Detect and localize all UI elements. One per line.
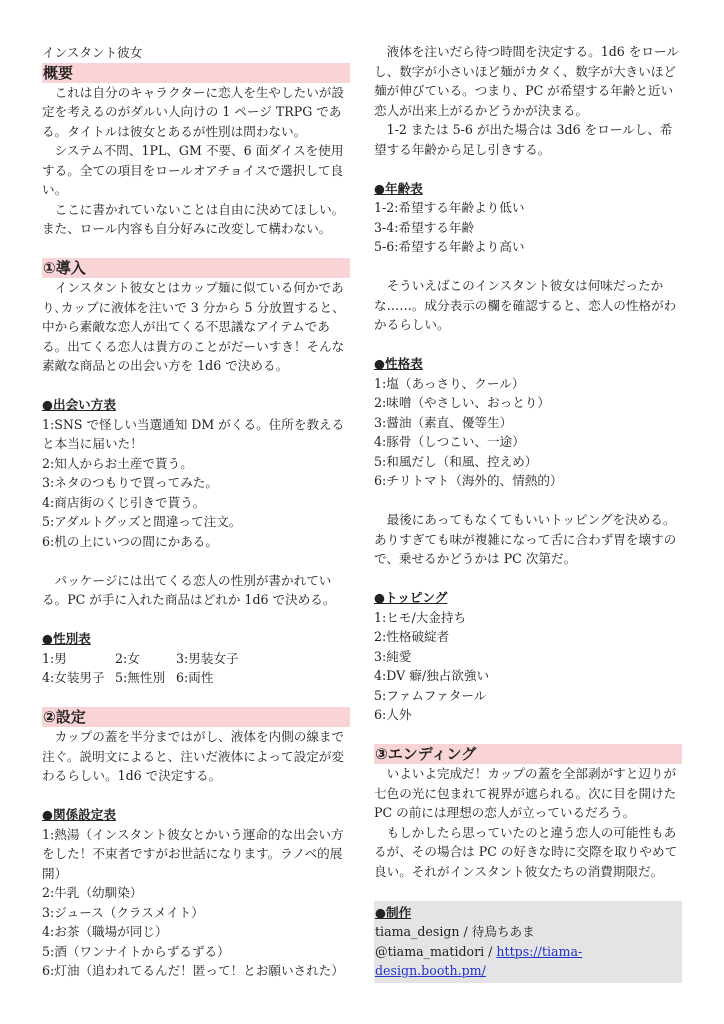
overview-paragraph: これは自分のキャラクターに恋人を生やしたいが設定を考えるのがダルい人向けの 1 ページ TRPG である。タイトルは彼女とあるが性別は問わない。	[42, 84, 344, 139]
intro-paragraph: インスタント彼女とはカップ麺に似ている何かであり､カップに液体を注いで 3 分から 5 分放置すると、中から素敵な恋人が出てくる不思議なアイテムである。出てくる恋人は貴方のことがだーいすき！そんな素敵な商品との出会い方を 1d6 で決める。	[42, 280, 345, 373]
personality-item: 2:味噌（やさしい、おっとり）	[374, 395, 550, 410]
overview-paragraph: システム不問、1PL、GM 不要、6 面ダイスを使用する。全ての項目をロールオアチョイスで選択して良い。	[42, 143, 344, 197]
meeting-table-title: ●出会い方表	[42, 397, 116, 412]
meeting-item: 2:知人からお土産で貰う。	[42, 455, 193, 471]
document-title: インスタント彼女	[42, 45, 143, 60]
gender-item: 4:女装男子	[42, 670, 105, 685]
left-column	[42, 43, 350, 981]
gender-item: 3:男装女子	[176, 650, 239, 666]
relation-item: 6:灯油（追われてるんだ！匿って！とお願いされた）	[42, 963, 344, 978]
topping-item: 5:ファムファタール	[374, 687, 487, 703]
relation-item: 1:熱湯（インスタント彼女とかいう運命的な出会い方をした！不束者ですがお世話になります。ラノベ的展開）	[42, 826, 344, 881]
gender-item: 2:女	[115, 650, 140, 666]
credits-author: tiama_design / 待鳥ちあま	[375, 924, 535, 939]
meeting-item: 3:ネタのつもりで買ってみた。	[42, 475, 218, 490]
credits-title: ●制作	[375, 904, 412, 920]
topping-table-title: ●トッピング	[374, 590, 448, 605]
package-paragraph: パッケージには出てくる恋人の性別が書かれている。PC が手に入れた商品はどれか 1d6 で決める。	[42, 572, 336, 607]
credits-contact	[375, 942, 682, 981]
topping-paragraph: 最後にあってもなくてもいいトッピングを決める。ありすぎても味が複雑になって舌に合わず胃を壊すので、乗せるかどうかは PC 次第だ。	[374, 512, 677, 566]
topping-item: 3:純愛	[374, 648, 412, 664]
heading-intro: ①導入	[42, 258, 350, 278]
topping-item: 2:性格破綻者	[374, 629, 450, 644]
time-paragraph: 液体を注いだら待つ時間を決定する。1d6 をロールし、数字が小さいほど麺がカタく、数字が大きいほど麺が伸びている。つまり、PC が希望する年齢と近い恋人が出来上がるかどうかが決まる。	[374, 44, 679, 118]
booth-link[interactable]: https://tiama-design.booth.pm/	[375, 943, 583, 978]
gender-table-title: ●性別表	[42, 631, 91, 646]
topping-item: 6:人外	[374, 707, 412, 722]
relation-item: 3:ジュース（クラスメイト）	[42, 904, 204, 920]
personality-item: 5:和風だし（和風、控えめ）	[374, 453, 538, 469]
age-item: 5-6:希望する年齢より高い	[374, 239, 525, 254]
credits-box	[374, 901, 682, 983]
topping-item: 4:DV 癖/独占欲強い	[374, 668, 490, 683]
overview-paragraph: ここに書かれていないことは自由に決めてほしい。また、ロール内容も自分好みに改変して構わない。	[42, 201, 345, 236]
heading-overview: 概要	[42, 63, 350, 83]
ending-paragraph: もしかしたら思っていたのと違う恋人の可能性もあるが、その場合は PC の好きな時に交際を取りやめて良い。それがインスタント彼女たちの消費期限だ。	[374, 824, 678, 879]
gender-table	[42, 649, 350, 688]
age-table-title: ●年齢表	[374, 180, 423, 196]
personality-item: 1:塩（あっさり、クール）	[374, 375, 525, 391]
age-item: 3-4:希望する年齢	[374, 219, 475, 235]
relation-table-title: ●関係設定表	[42, 807, 116, 822]
meeting-item: 1:SNS で怪しい当選通知 DM がくる。住所を教えると本当に届いた！	[42, 416, 345, 451]
relation-item: 5:酒（ワンナイトからずるずる）	[42, 943, 230, 959]
ending-paragraph: いよいよ完成だ！カップの蓋を全部剥がすと辺りが七色の光に包まれて視界が遮られる。次に目を開けた PC の前には理想の恋人が立っているだろう。	[374, 766, 677, 820]
credits-handle: @tiama_matidori /	[375, 943, 497, 959]
meeting-item: 4:商店街のくじ引きで貰う。	[42, 494, 206, 510]
right-column	[374, 42, 682, 983]
heading-ending: ③エンディング	[374, 744, 682, 764]
personality-item: 6:チリトマト（海外的、情熱的）	[374, 473, 563, 488]
flavor-paragraph: そういえばこのインスタント彼女は何味だったかな……。成分表示の欄を確認すると、恋人の性格がわかるらしい。	[374, 278, 677, 332]
time-paragraph: 1-2 または 5-6 が出た場合は 3d6 をロールし、希望する年齢から足し引きする。	[374, 122, 673, 157]
personality-item: 3:醤油（素直、優等生）	[374, 414, 513, 430]
relation-item: 2:牛乳（幼馴染）	[42, 885, 143, 900]
personality-table-title: ●性格表	[374, 356, 423, 371]
heading-setting: ②設定	[42, 707, 350, 727]
gender-item: 1:男	[42, 650, 67, 666]
age-item: 1-2:希望する年齢より低い	[374, 200, 525, 215]
gender-item: 5:無性別	[115, 670, 166, 685]
relation-item: 4:お茶（職場が同じ）	[42, 924, 168, 939]
meeting-item: 5:アダルトグッズと間違って注文。	[42, 514, 242, 529]
setting-paragraph: カップの蓋を半分まではがし、液体を内側の線まで注ぐ。説明文によると、注いだ液体によって設定が変わるらしい。1d6 で決定する。	[42, 729, 345, 783]
personality-item: 4:豚骨（しつこい、一途）	[374, 434, 525, 449]
meeting-item: 6:机の上にいつの間にかある。	[42, 533, 218, 549]
topping-item: 1:ヒモ/大金持ち	[374, 609, 467, 625]
gender-item: 6:両性	[176, 670, 214, 685]
